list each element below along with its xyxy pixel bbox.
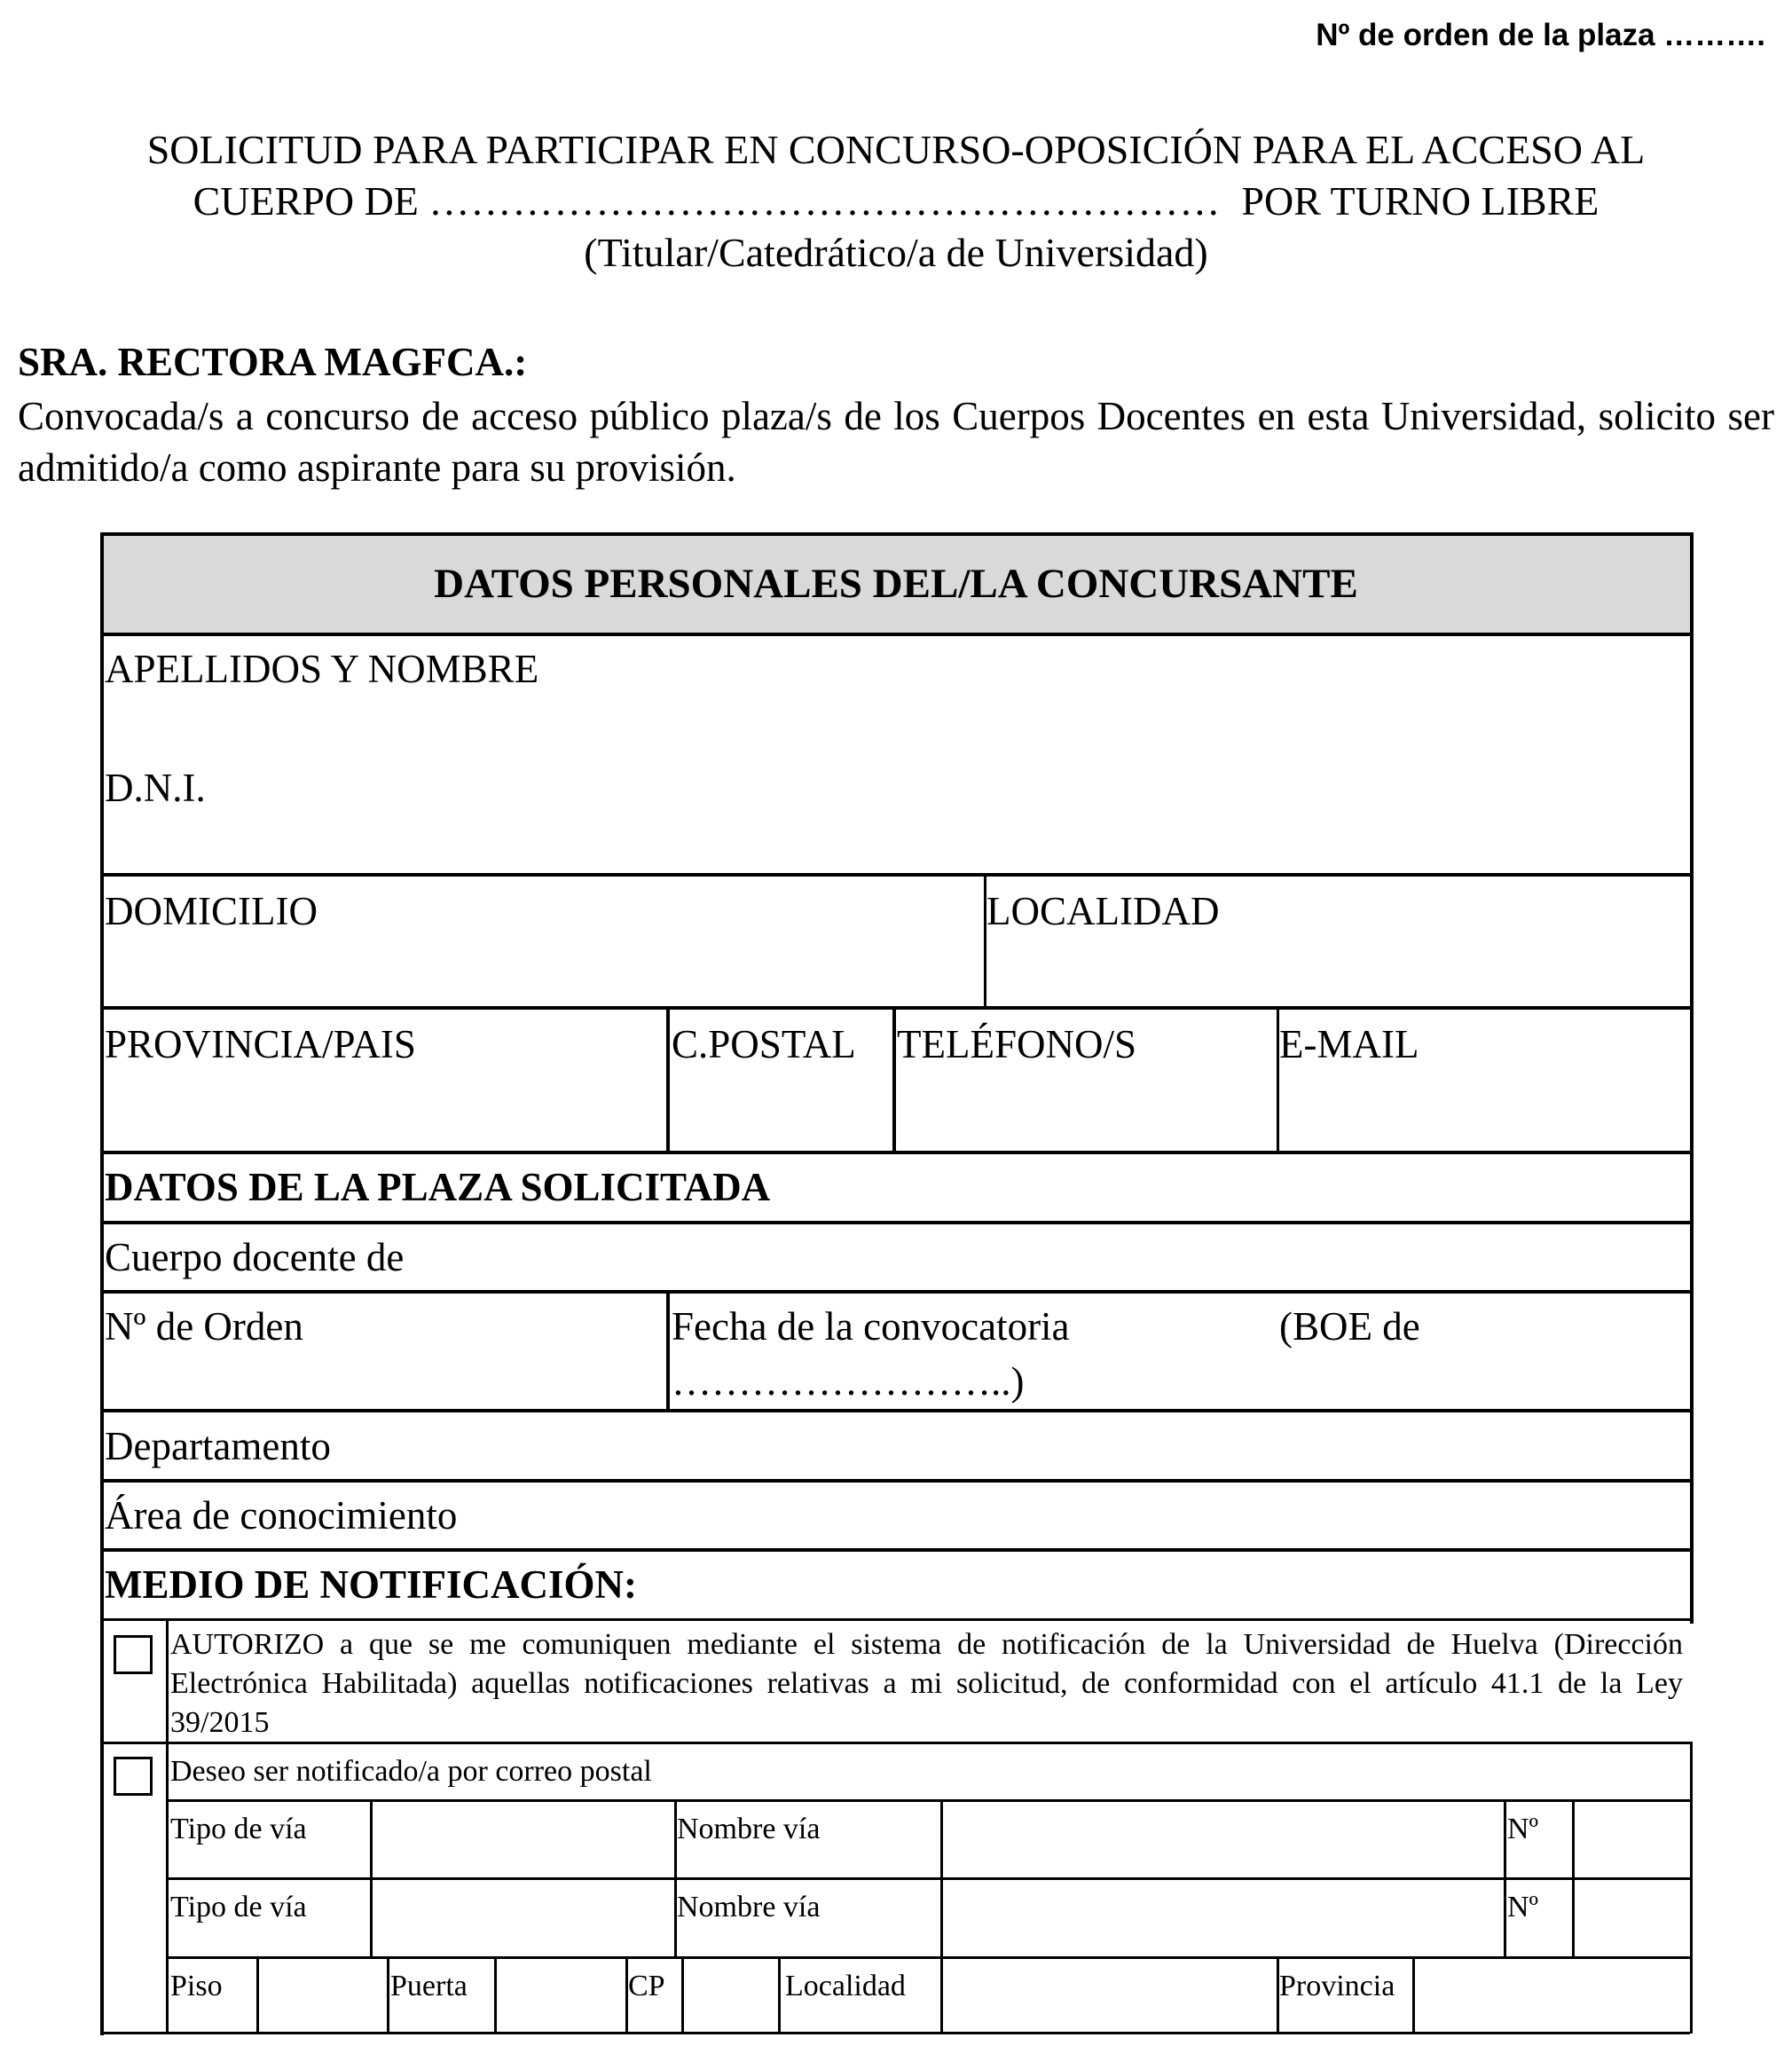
telefono-field[interactable]: TELÉFONO/S: [897, 1022, 1136, 1066]
col-divider: [256, 1956, 259, 2033]
title-turno-libre: POR TURNO LIBRE: [1241, 178, 1599, 224]
row-divider: [100, 873, 1694, 877]
row-divider: [100, 1479, 1694, 1483]
title-cuerpo-de: CUERPO DE: [193, 178, 419, 224]
tipo-via-label: Tipo de vía: [170, 1891, 307, 1923]
apellidos-field[interactable]: APELLIDOS Y NOMBRE: [105, 647, 539, 691]
dni-field[interactable]: D.N.I.: [105, 766, 206, 810]
col-divider: [1412, 1956, 1415, 2033]
numero-orden-field[interactable]: Nº de Orden: [105, 1304, 303, 1349]
localidad-label: Localidad: [785, 1970, 906, 2002]
nombre-via-label: Nombre vía: [677, 1891, 821, 1923]
notificacion-header: MEDIO DE NOTIFICACIÓN:: [105, 1562, 638, 1607]
table-right-border: [1690, 532, 1694, 1624]
area-conocimiento-field[interactable]: Área de conocimiento: [105, 1493, 458, 1538]
col-divider: [494, 1956, 497, 2033]
autorizo-checkbox[interactable]: [114, 1635, 153, 1674]
cpostal-field[interactable]: C.POSTAL: [672, 1022, 856, 1066]
title-line-3: (Titular/Catedrático/a de Universidad): [584, 230, 1208, 275]
row-divider: [100, 1151, 1694, 1154]
table-top-border: [100, 532, 1694, 536]
piso-label: Piso: [170, 1970, 223, 2002]
col-divider: [166, 1620, 169, 2033]
col-divider: [940, 1799, 943, 1957]
intro-paragraph: Convocada/s a concurso de acceso público plaza/s de los Cuerpos Docentes en esta Universidad, solicito ser admitido/a como aspirante para su provisión.: [18, 394, 1774, 490]
col-divider: [892, 1008, 896, 1152]
col-divider: [778, 1956, 781, 2033]
plaza-header: DATOS DE LA PLAZA SOLICITADA: [105, 1165, 771, 1209]
col-divider: [1504, 1799, 1506, 1957]
boe-label: (BOE de: [1279, 1304, 1420, 1349]
cuerpo-docente-field[interactable]: Cuerpo docente de: [105, 1235, 405, 1279]
title-line-1: SOLICITUD PARA PARTICIPAR EN CONCURSO-OPOSICIÓN PARA EL ACCESO AL: [146, 127, 1646, 172]
col-divider: [940, 1956, 943, 2033]
provincia-field[interactable]: PROVINCIA/PAIS: [105, 1022, 416, 1066]
correo-postal-checkbox[interactable]: [114, 1757, 153, 1796]
col-divider: [387, 1956, 389, 2033]
addressee: SRA. RECTORA MAGFCA.:: [18, 340, 528, 384]
cp-label: CP: [628, 1970, 665, 2002]
fecha-convocatoria-field[interactable]: Fecha de la convocatoria: [672, 1304, 1070, 1349]
departamento-field[interactable]: Departamento: [105, 1424, 331, 1468]
table-left-border: [100, 532, 104, 2035]
col-divider: [666, 1292, 670, 1411]
tipo-via-label: Tipo de vía: [170, 1813, 307, 1845]
table-right-border-lower: [1690, 1742, 1693, 2033]
row-divider: [100, 1548, 1694, 1552]
title-line-2: [35, 176, 1757, 227]
email-field[interactable]: E-MAIL: [1279, 1022, 1419, 1066]
autorizo-text: AUTORIZO a que se me comuniquen mediante el sistema de notificación de la Universidad de Huelva (Dirección Electrónica Habilitada) aquellas notificaciones relativas a mi solicitud, de conformidad con el artículo 41.1 de la Ley 39/2015: [170, 1628, 1683, 1739]
row-divider: [100, 1290, 1694, 1294]
provincia-label: Provincia: [1279, 1970, 1395, 2002]
personal-data-header: DATOS PERSONALES DEL/LA CONCURSANTE: [102, 534, 1690, 633]
col-divider: [370, 1799, 373, 1957]
row-divider: [166, 1799, 1692, 1802]
row-divider: [166, 1877, 1692, 1880]
row-divider: [100, 1006, 1694, 1010]
col-divider: [1572, 1799, 1575, 1957]
row-divider: [100, 1618, 1694, 1621]
localidad-field[interactable]: LOCALIDAD: [986, 889, 1220, 933]
orden-plaza-label: Nº de orden de la plaza ……….: [1316, 18, 1765, 52]
col-divider: [681, 1956, 684, 2033]
table-bottom-border: [100, 2032, 1690, 2034]
correo-postal-label: Deseo ser notificado/a por correo postal: [170, 1755, 652, 1788]
row-divider: [166, 1956, 1692, 1959]
row-divider: [100, 633, 1694, 636]
numero-label: Nº: [1507, 1891, 1539, 1923]
row-divider: [100, 1221, 1694, 1224]
title-cuerpo-blank: …………………………………………………: [428, 178, 1222, 224]
domicilio-field[interactable]: DOMICILIO: [105, 889, 318, 933]
numero-label: Nº: [1507, 1813, 1539, 1845]
boe-blank[interactable]: ……………………..): [672, 1359, 1025, 1404]
nombre-via-label: Nombre vía: [677, 1813, 821, 1845]
row-divider: [100, 1409, 1694, 1412]
puerta-label: Puerta: [390, 1970, 468, 2002]
page-title: [35, 124, 1757, 279]
col-divider: [666, 1008, 670, 1152]
